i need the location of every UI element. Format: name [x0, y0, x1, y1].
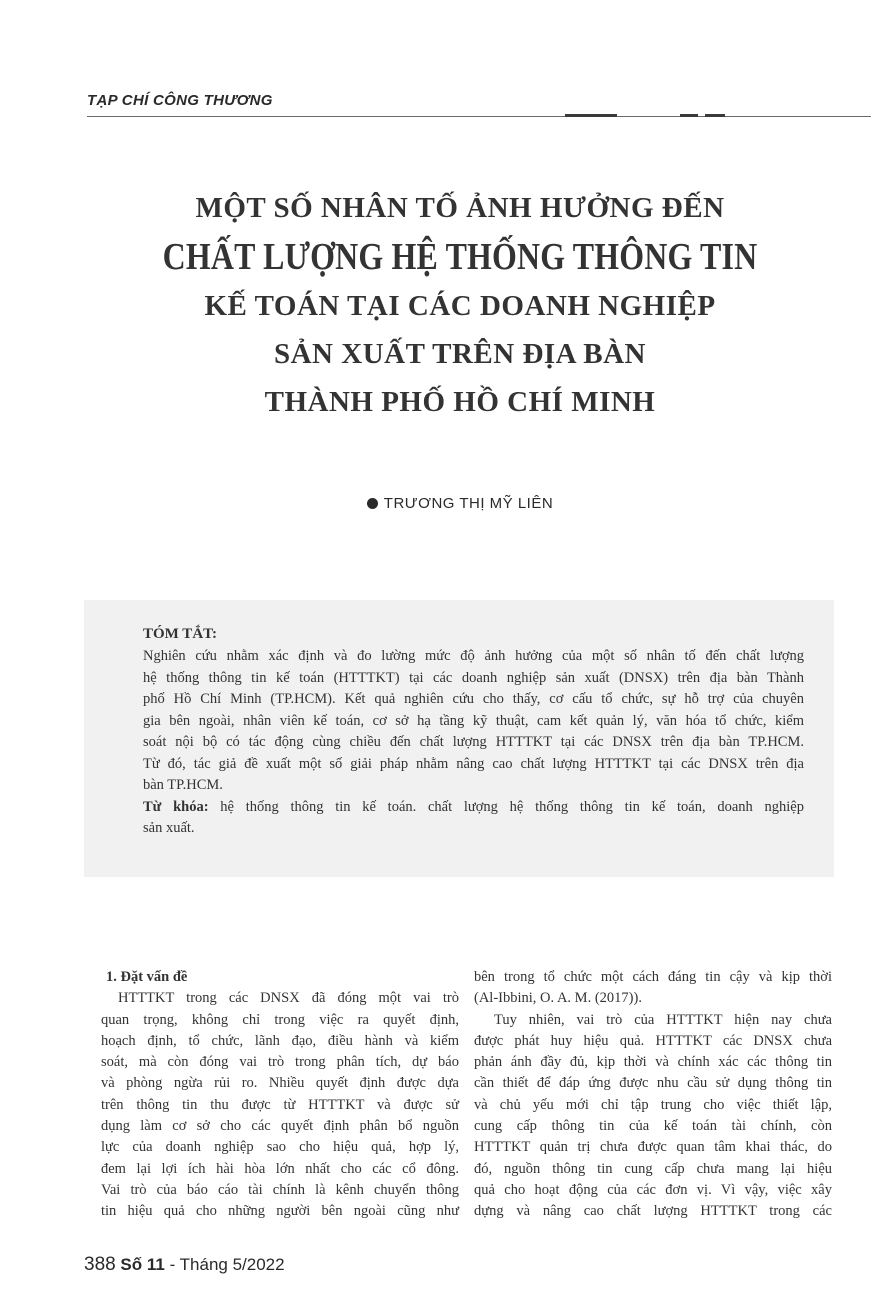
keywords-text: hệ thống thông tin kế toán. chất lượng hệ thống thông tin kế toán, doanh nghiệp — [208, 798, 804, 815]
title-line: SẢN XUẤT TRÊN ĐỊA BÀN — [273, 338, 646, 370]
issue-date: - Tháng 5/2022 — [164, 1255, 285, 1274]
body-line: và phòng ngừa rủi ro. Nhiều quyết định được dựa — [101, 1075, 459, 1092]
body-line: quả cho hoạt động của các đơn vị. Vì vậy, việc xây — [474, 1181, 832, 1198]
journal-header: TẠP CHÍ CÔNG THƯƠNG — [87, 92, 273, 109]
body-line: lực của doanh nghiệp sao cho hiệu quả, hợp lý, — [101, 1139, 459, 1156]
body-line: (Al-Ibbini, O. A. M. (2017)). — [474, 990, 642, 1007]
body-column-left — [101, 967, 459, 1223]
keywords-label: Từ khóa: — [143, 798, 209, 815]
body-line: và chủ yếu mới chỉ tập trung cho việc thiết lập, — [474, 1096, 832, 1113]
header-accent-bar — [680, 114, 698, 117]
abstract-line: bàn TP.HCM. — [143, 777, 223, 793]
body-line: dụng làm cơ sở cho các quyết định phân bổ nguồn — [101, 1118, 459, 1135]
article-title — [60, 184, 860, 426]
body-line: cần thiết để đáp ứng được nhu cầu sử dụng thông tin — [474, 1075, 832, 1092]
abstract-body — [143, 646, 804, 840]
body-line: cung cấp thông tin của kế toán tài chính, còn — [474, 1118, 832, 1135]
abstract-line: gia bên ngoài, nhân viên kế toán, cơ sở hạ tầng kỹ thuật, cam kết quản lý, văn hóa tổ chức, kiểm — [143, 712, 804, 729]
abstract-line: hệ thống thông tin kế toán (HTTTKT) tại các doanh nghiệp sản xuất (DNSX) trên địa bàn Thành — [143, 669, 804, 686]
page-footer — [84, 1254, 285, 1276]
abstract-line: Nghiên cứu nhằm xác định và đo lường mức độ ảnh hưởng của một số nhân tố đến chất lượng — [143, 648, 804, 664]
bullet-icon — [367, 498, 378, 509]
header-accent-bar — [565, 114, 617, 117]
page-number: 388 — [84, 1254, 116, 1275]
body-line: dựng và nâng cao chất lượng HTTTKT trong các — [474, 1203, 832, 1220]
abstract-line: soát nội bộ có tác động cùng chiều đến chất lượng HTTTKT tại các DNSX trên địa bàn TP.HCM. — [143, 734, 804, 750]
body-line: quan trọng, không chỉ trong việc ra quyết định, — [101, 1011, 459, 1028]
section-heading: 1. Đặt vấn đề — [106, 969, 188, 985]
body-line: Vai trò của báo cáo tài chính là kênh chuyển thông — [101, 1181, 459, 1198]
body-line: trên thông tin thu được từ HTTTKT và được sử — [101, 1096, 459, 1113]
title-line: KẾ TOÁN TẠI CÁC DOANH NGHIỆP — [204, 290, 716, 322]
author-line — [0, 495, 871, 512]
abstract-heading: TÓM TẮT: — [143, 626, 218, 642]
body-line: HTTTKT trong các DNSX đã đóng một vai trò — [118, 990, 459, 1007]
body-line: soát, mà còn đóng vai trò trong phân tích, dự báo — [101, 1054, 459, 1071]
body-line: đó, nguồn thông tin cung cấp chưa mang lại hiệu — [474, 1160, 832, 1177]
body-line: Tuy nhiên, vai trò của HTTTKT hiện nay chưa — [494, 1011, 832, 1028]
body-line: hoạch định, tổ chức, lãnh đạo, điều hành và kiểm — [101, 1032, 459, 1049]
body-column-right — [474, 967, 832, 1223]
abstract-line: phố Hồ Chí Minh (TP.HCM). Kết quả nghiên cứu cho thấy, cơ cấu tổ chức, sự hỗ trợ của chuyên — [143, 691, 804, 707]
body-line: đem lại lợi ích hài hòa lớn nhất cho các cổ đông. — [101, 1160, 459, 1177]
author-name: TRƯƠNG THỊ MỸ LIÊN — [383, 495, 554, 512]
abstract-line: Từ đó, tác giả đề xuất một số giải pháp nhằm nâng cao chất lượng HTTTKT tại các DNSX trên địa — [143, 755, 804, 772]
title-line: THÀNH PHỐ HỒ CHÍ MINH — [264, 386, 656, 418]
keywords-line: sản xuất. — [143, 820, 195, 836]
body-line: bên trong tổ chức một cách đáng tin cậy và kịp thời — [474, 969, 832, 985]
title-line: MỘT SỐ NHÂN TỐ ẢNH HƯỞNG ĐẾN — [195, 192, 725, 224]
body-line: HTTTKT quản trị chưa được quan tâm khai thác, do — [474, 1139, 832, 1156]
keywords-line — [143, 797, 804, 819]
body-line: được phát huy hiệu quả. HTTTKT các DNSX chưa — [474, 1032, 832, 1049]
header-rule — [87, 116, 871, 117]
header-accent-bar — [705, 114, 725, 117]
body-line: phản ánh đầy đủ, kịp thời và chính xác các thông tin — [474, 1054, 832, 1071]
title-line: CHẤT LƯỢNG HỆ THỐNG THÔNG TIN — [162, 236, 758, 278]
body-line: tin hiệu quả cho những người bên ngoài cũng như — [101, 1203, 459, 1220]
issue-number: Số 11 — [115, 1255, 165, 1274]
